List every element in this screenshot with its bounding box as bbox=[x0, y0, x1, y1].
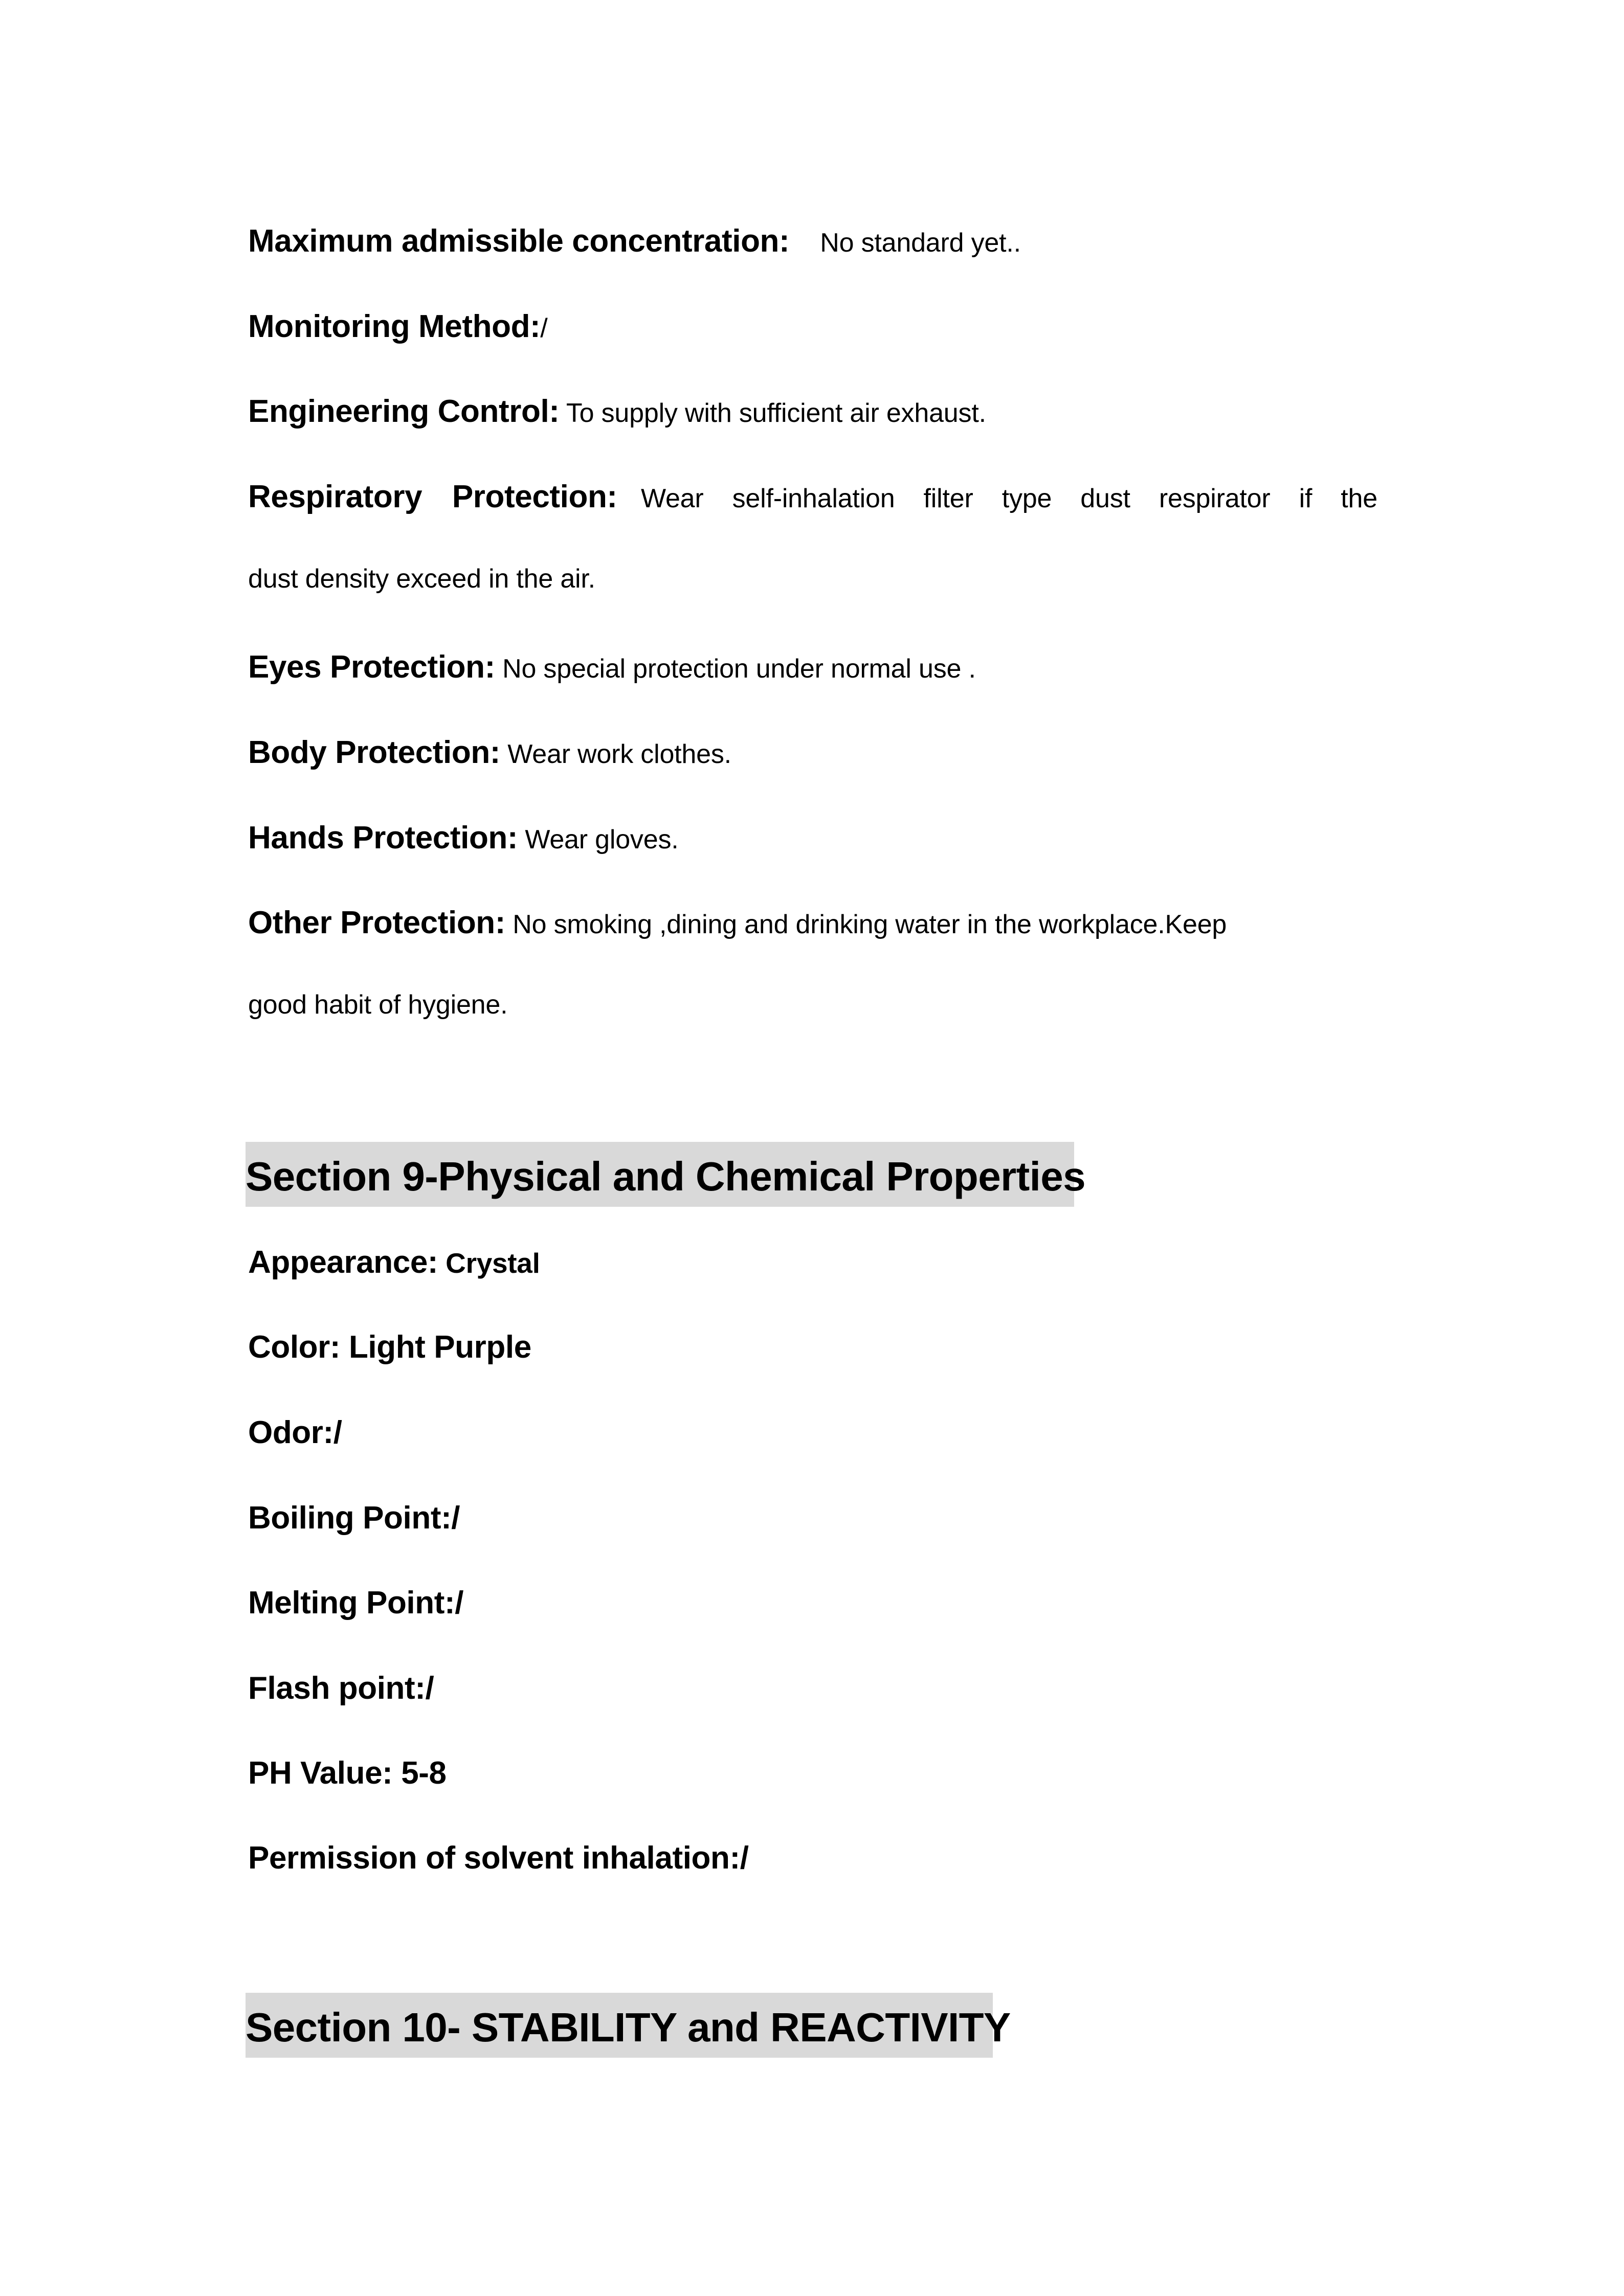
body-protection-label: Body Protection: bbox=[248, 735, 501, 770]
flash-point-row bbox=[248, 1670, 1377, 1706]
monitoring-method-row bbox=[248, 308, 1377, 345]
max-concentration-value: No standard yet.. bbox=[820, 228, 1021, 258]
respiratory-protection-row bbox=[248, 479, 1377, 515]
appearance-value: Crystal bbox=[438, 1247, 540, 1279]
eyes-protection-row bbox=[248, 649, 1377, 685]
engineering-control-value: To supply with sufficient air exhaust. bbox=[559, 398, 986, 428]
max-concentration-label: Maximum admissible concentration: bbox=[248, 223, 790, 259]
hands-protection-value: Wear gloves. bbox=[518, 825, 679, 854]
section-9-heading: Section 9-Physical and Chemical Properties bbox=[246, 1142, 1074, 1207]
odor-row bbox=[248, 1414, 1377, 1451]
solvent-inhalation-label: Permission of solvent inhalation:/ bbox=[248, 1840, 749, 1876]
body-protection-value: Wear work clothes. bbox=[500, 739, 731, 769]
eyes-protection-label: Eyes Protection: bbox=[248, 649, 495, 685]
hands-protection-row bbox=[248, 820, 1377, 856]
respiratory-protection-label: Respiratory Protection: bbox=[248, 479, 617, 514]
other-protection-value: No smoking ,dining and drinking water in the workplace.Keep bbox=[505, 910, 1227, 939]
eyes-protection-value: No special protection under normal use . bbox=[495, 654, 976, 684]
melting-point-label: Melting Point:/ bbox=[248, 1585, 464, 1620]
other-protection-value-continued: good habit of hygiene. bbox=[248, 990, 508, 1020]
odor-label: Odor:/ bbox=[248, 1415, 342, 1450]
boiling-point-row bbox=[248, 1500, 1377, 1536]
ph-value-label: PH Value: 5-8 bbox=[248, 1755, 447, 1791]
monitoring-method-value: / bbox=[540, 313, 548, 343]
hands-protection-label: Hands Protection: bbox=[248, 820, 518, 856]
max-concentration-row bbox=[248, 223, 1377, 259]
solvent-inhalation-row bbox=[248, 1840, 1377, 1876]
monitoring-method-label: Monitoring Method: bbox=[248, 309, 541, 344]
appearance-row bbox=[248, 1244, 1377, 1280]
melting-point-row bbox=[248, 1585, 1377, 1621]
section-10-heading: Section 10- STABILITY and REACTIVITY bbox=[246, 1993, 993, 2058]
engineering-control-label: Engineering Control: bbox=[248, 394, 560, 429]
respiratory-protection-continued bbox=[248, 564, 1377, 595]
ph-value-row bbox=[248, 1755, 1377, 1791]
respiratory-protection-value: Wear self-inhalation filter type dust respirator if the bbox=[641, 484, 1377, 513]
body-protection-row bbox=[248, 734, 1377, 771]
appearance-label: Appearance: bbox=[248, 1245, 438, 1280]
color-row bbox=[248, 1329, 1377, 1365]
flash-point-label: Flash point:/ bbox=[248, 1671, 434, 1706]
other-protection-continued bbox=[248, 990, 1377, 1021]
engineering-control-row bbox=[248, 393, 1377, 430]
other-protection-row bbox=[248, 905, 1377, 941]
color-label: Color: Light Purple bbox=[248, 1330, 531, 1365]
respiratory-protection-value-continued: dust density exceed in the air. bbox=[248, 564, 595, 594]
other-protection-label: Other Protection: bbox=[248, 905, 506, 940]
boiling-point-label: Boiling Point:/ bbox=[248, 1500, 460, 1536]
